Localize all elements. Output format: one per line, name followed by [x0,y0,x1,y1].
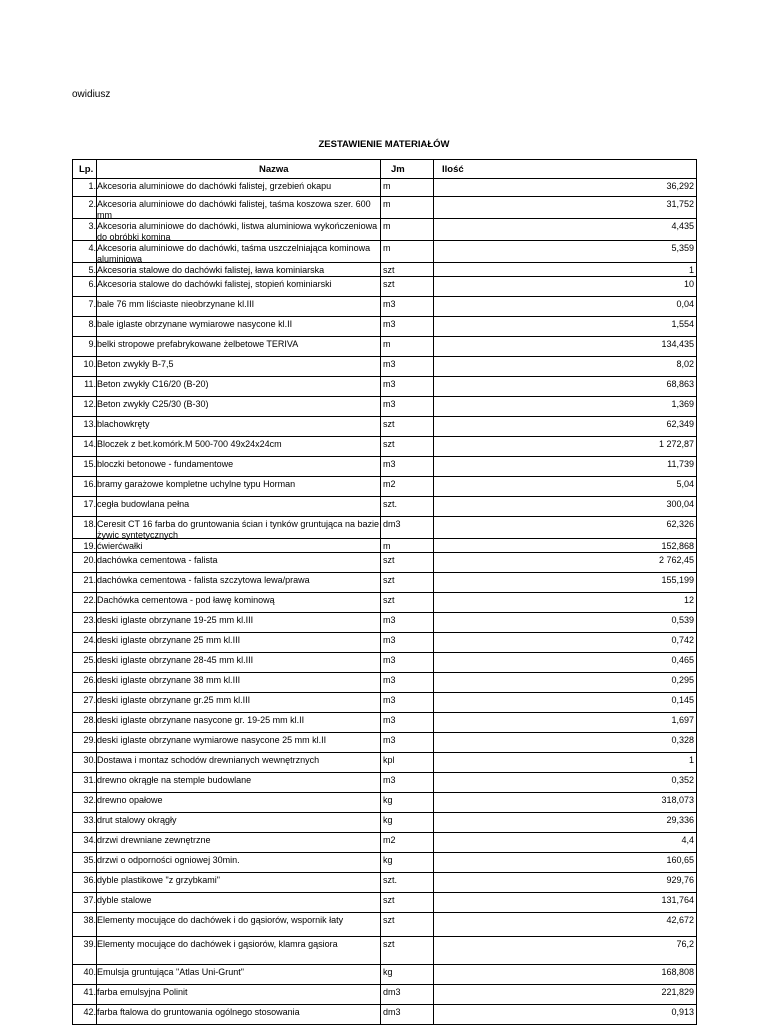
row-nazwa: bale iglaste obrzynane wymiarowe nasycone kl.II [97,319,293,329]
table-row [72,713,697,733]
row-ilosc: 5,359 [671,243,694,253]
table-row [72,833,697,853]
row-ilosc: 1,554 [671,319,694,329]
row-ilosc: 5,04 [676,479,694,489]
row-nazwa: Akcesoria aluminiowe do dachówki falistej, grzebień okapu [97,181,332,191]
row-ilosc: 300,04 [666,499,694,509]
row-jm: m3 [383,675,396,685]
table-row [72,937,697,965]
row-nazwa: Bloczek z bet.komórk.M 500-700 49x24x24cm [97,439,282,449]
row-nazwa: Akcesoria aluminiowe do dachówki, listwa aluminiowa wykończeniowa do obróbki komina [97,221,378,242]
row-nazwa: dyble plastikowe "z grzybkami" [97,875,220,885]
table-row [72,457,697,477]
page-title: ZESTAWIENIE MATERIAŁÓW [318,139,450,150]
table-row [72,317,697,337]
row-jm: szt. [383,875,398,885]
row-lp: 5. [88,265,96,275]
row-lp: 7. [88,299,96,309]
row-jm: m [383,199,391,209]
row-lp: 26. [83,675,96,685]
row-ilosc: 1 [688,265,694,275]
table-row [72,893,697,913]
row-lp: 25. [83,655,96,665]
row-nazwa: drewno okrągłe na stemple budowlane [97,775,252,785]
row-lp: 19. [83,541,96,551]
row-nazwa: Emulsja gruntująca "Atlas Uni-Grunt" [97,967,244,977]
row-lp: 2. [88,199,96,209]
row-jm: m3 [383,319,396,329]
row-jm: szt [383,575,395,585]
row-jm: m [383,243,391,253]
row-lp: 18. [83,519,96,529]
row-nazwa: dachówka cementowa - falista [97,555,218,565]
row-ilosc: 0,145 [671,695,694,705]
row-nazwa: drewno opałowe [97,795,163,805]
row-ilosc: 62,349 [666,419,694,429]
row-lp: 32. [83,795,96,805]
row-nazwa: deski iglaste obrzynane nasycone gr. 19-25 mm kl.II [97,715,305,725]
row-nazwa: drzwi o odporności ogniowej 30min. [97,855,240,865]
row-jm: m [383,541,391,551]
table-row [72,1005,697,1025]
row-jm: m3 [383,615,396,625]
row-jm: kg [383,967,393,977]
row-jm: kg [383,855,393,865]
table-row [72,357,697,377]
row-ilosc: 68,863 [666,379,694,389]
header-nazwa: Nazwa [259,164,289,175]
row-jm: kg [383,795,393,805]
row-ilosc: 318,073 [661,795,694,805]
table-row [72,553,697,573]
table-row [72,497,697,517]
row-nazwa: deski iglaste obrzynane 25 mm kl.III [97,635,241,645]
table-row [72,773,697,793]
row-ilosc: 1,369 [671,399,694,409]
row-lp: 17. [83,499,96,509]
row-lp: 33. [83,815,96,825]
table-row [72,417,697,437]
row-ilosc: 155,199 [661,575,694,585]
row-jm: m2 [383,835,396,845]
row-lp: 24. [83,635,96,645]
row-nazwa: deski iglaste obrzynane 38 mm kl.III [97,675,241,685]
row-jm: m3 [383,359,396,369]
row-ilosc: 1 [688,755,694,765]
row-jm: szt. [383,499,398,509]
row-nazwa: Akcesoria stalowe do dachówki falistej, ława kominiarska [97,265,325,275]
row-ilosc: 0,742 [671,635,694,645]
table-row [72,539,697,553]
row-lp: 15. [83,459,96,469]
row-jm: dm3 [383,519,401,529]
row-ilosc: 0,352 [671,775,694,785]
row-jm: szt [383,279,395,289]
row-ilosc: 0,295 [671,675,694,685]
row-lp: 6. [88,279,96,289]
row-jm: m3 [383,379,396,389]
table-row [72,873,697,893]
table-row [72,397,697,417]
row-ilosc: 929,76 [666,875,694,885]
table-header [72,159,697,179]
table-row [72,297,697,317]
row-jm: m [383,181,391,191]
row-ilosc: 42,672 [666,915,694,925]
row-lp: 9. [88,339,96,349]
row-jm: m3 [383,635,396,645]
row-nazwa: Beton zwykły B-7,5 [97,359,174,369]
table-row [72,693,697,713]
row-nazwa: Akcesoria stalowe do dachówki falistej, stopień kominiarski [97,279,332,289]
row-lp: 11. [84,379,96,389]
row-ilosc: 36,292 [666,181,694,191]
row-lp: 35. [83,855,96,865]
row-ilosc: 62,326 [666,519,694,529]
row-lp: 30. [83,755,96,765]
row-ilosc: 152,868 [661,541,694,551]
table-row [72,853,697,873]
table-row [72,241,697,263]
row-jm: m3 [383,735,396,745]
row-jm: m3 [383,715,396,725]
row-lp: 39. [83,939,96,949]
row-jm: m3 [383,775,396,785]
row-ilosc: 11,739 [667,459,694,469]
table-row [72,965,697,985]
row-lp: 16. [83,479,96,489]
row-ilosc: 12 [683,595,694,605]
row-jm: m3 [383,655,396,665]
materials-table [72,179,697,1025]
row-nazwa: Akcesoria aluminiowe do dachówki falistej, taśma koszowa szer. 600 mm [97,199,371,220]
table-row [72,219,697,241]
row-jm: m3 [383,299,396,309]
row-nazwa: bloczki betonowe - fundamentowe [97,459,234,469]
row-ilosc: 10 [683,279,694,289]
row-nazwa: drzwi drewniane zewnętrzne [97,835,211,845]
row-jm: szt [383,419,395,429]
row-ilosc: 0,913 [671,1007,694,1017]
row-ilosc: 76,2 [676,939,694,949]
row-lp: 31. [83,775,96,785]
row-jm: szt [383,265,395,275]
row-jm: m [383,221,391,231]
row-lp: 1. [88,181,96,191]
table-row [72,613,697,633]
table-row [72,197,697,219]
row-nazwa: dyble stalowe [97,895,152,905]
row-ilosc: 4,435 [671,221,694,231]
row-nazwa: Beton zwykły C16/20 (B-20) [97,379,209,389]
row-jm: kg [383,815,393,825]
row-nazwa: bramy garażowe kompletne uchylne typu Horman [97,479,296,489]
header-lp: Lp. [79,164,94,175]
row-lp: 22. [83,595,96,605]
table-row [72,179,697,197]
row-ilosc: 221,829 [661,987,694,997]
row-lp: 20. [83,555,96,565]
row-nazwa: Beton zwykły C25/30 (B-30) [97,399,209,409]
row-ilosc: 31,752 [666,199,694,209]
table-row [72,477,697,497]
row-nazwa: belki stropowe prefabrykowane żelbetowe TERIVA [97,339,299,349]
table-row [72,517,697,539]
row-lp: 8. [88,319,96,329]
row-lp: 37. [83,895,96,905]
row-nazwa: Ceresit CT 16 farba do gruntowania ścian i tynków gruntująca na bazie żywic syntetycznych [97,519,379,540]
row-nazwa: Dachówka cementowa - pod ławę kominową [97,595,275,605]
row-ilosc: 29,336 [666,815,694,825]
row-lp: 40. [83,967,96,977]
row-jm: m3 [383,399,396,409]
table-row [72,733,697,753]
row-nazwa: cegła budowlana pełna [97,499,190,509]
row-lp: 14. [83,439,96,449]
row-ilosc: 4,4 [681,835,694,845]
row-nazwa: dachówka cementowa - falista szczytowa lewa/prawa [97,575,310,585]
row-ilosc: 2 762,45 [658,555,694,565]
table-row [72,377,697,397]
row-lp: 29. [83,735,96,745]
row-lp: 13. [83,419,96,429]
row-jm: m3 [383,695,396,705]
row-nazwa: Elementy mocujące do dachówek i do gąsiorów, wspornik łaty [97,915,344,925]
row-ilosc: 1,697 [671,715,694,725]
row-lp: 27. [83,695,96,705]
row-nazwa: blachowkręty [97,419,150,429]
row-ilosc: 0,539 [671,615,694,625]
row-nazwa: Dostawa i montaz schodów drewnianych wewnętrznych [97,755,320,765]
table-row [72,437,697,457]
row-lp: 28. [83,715,96,725]
document-author: owidiusz [72,89,111,100]
header-ilosc: Ilość [442,164,464,175]
row-lp: 12. [83,399,96,409]
table-row [72,913,697,937]
table-row [72,673,697,693]
row-jm: szt [383,439,395,449]
row-nazwa: deski iglaste obrzynane wymiarowe nasycone 25 mm kl.II [97,735,327,745]
row-nazwa: drut stalowy okrągły [97,815,177,825]
row-lp: 21. [83,575,96,585]
row-nazwa: Akcesoria aluminiowe do dachówki, taśma uszczelniająca kominowa aluminiowa [97,243,371,264]
row-ilosc: 0,465 [671,655,694,665]
table-row [72,277,697,297]
row-nazwa: deski iglaste obrzynane 19-25 mm kl.III [97,615,254,625]
table-row [72,337,697,357]
header-jm: Jm [391,164,405,175]
row-nazwa: deski iglaste obrzynane gr.25 mm kl.III [97,695,251,705]
table-row [72,653,697,673]
table-row [72,263,697,277]
row-ilosc: 0,328 [671,735,694,745]
row-jm: szt [383,939,395,949]
row-nazwa: farba ftalowa do gruntowania ogólnego stosowania [97,1007,300,1017]
row-ilosc: 160,65 [666,855,694,865]
row-nazwa: ćwierćwałki [97,541,143,551]
row-lp: 23. [83,615,96,625]
row-jm: kpl [383,755,395,765]
row-nazwa: deski iglaste obrzynane 28-45 mm kl.III [97,655,254,665]
row-ilosc: 168,808 [661,967,694,977]
row-lp: 3. [88,221,96,231]
table-row [72,593,697,613]
table-row [72,793,697,813]
row-lp: 10. [83,359,96,369]
row-jm: szt [383,895,395,905]
row-jm: szt [383,595,395,605]
row-lp: 38. [83,915,96,925]
row-jm: szt [383,915,395,925]
row-jm: dm3 [383,987,401,997]
table-row [72,813,697,833]
table-row [72,753,697,773]
row-nazwa: farba emulsyjna Polinit [97,987,188,997]
row-jm: m3 [383,459,396,469]
row-ilosc: 1 272,87 [658,439,694,449]
row-lp: 42. [83,1007,96,1017]
row-lp: 41. [83,987,96,997]
row-ilosc: 131,764 [661,895,694,905]
row-lp: 4. [88,243,96,253]
row-ilosc: 0,04 [676,299,694,309]
row-ilosc: 8,02 [676,359,694,369]
table-row [72,985,697,1005]
table-row [72,573,697,593]
table-row [72,633,697,653]
row-lp: 36. [83,875,96,885]
row-jm: m2 [383,479,396,489]
row-nazwa: bale 76 mm liściaste nieobrzynane kl.III [97,299,255,309]
row-jm: m [383,339,391,349]
row-lp: 34. [83,835,96,845]
row-jm: szt [383,555,395,565]
row-nazwa: Elementy mocujące do dachówek i gąsiorów, klamra gąsiora [97,939,338,949]
row-jm: dm3 [383,1007,401,1017]
row-ilosc: 134,435 [661,339,694,349]
